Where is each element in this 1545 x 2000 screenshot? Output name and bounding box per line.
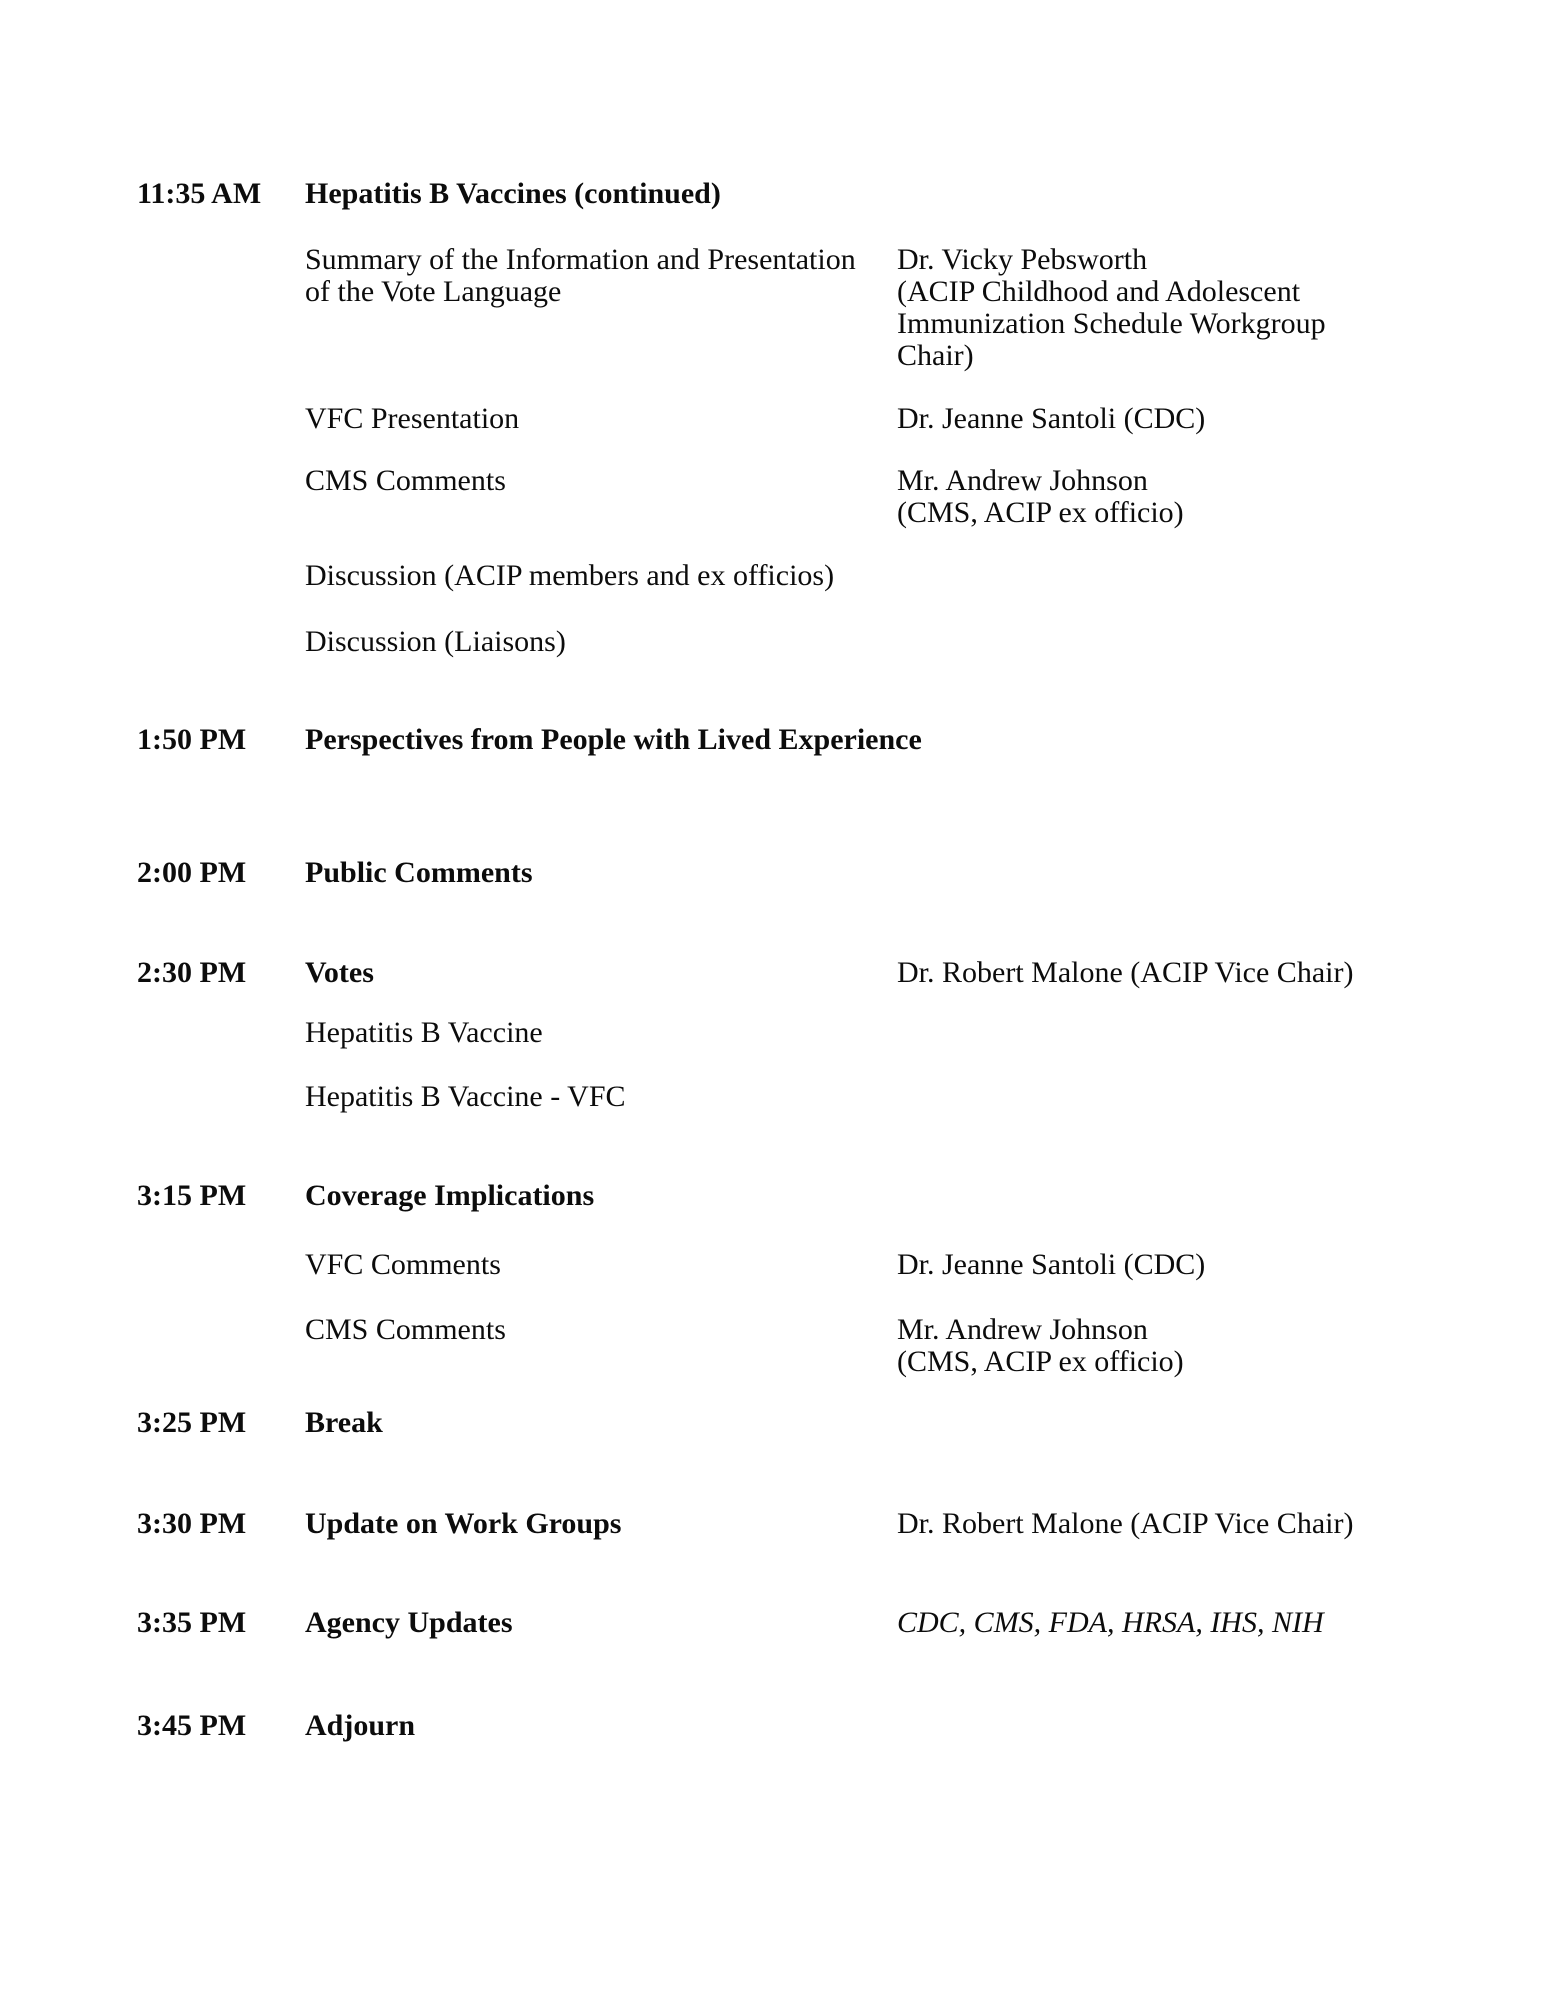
agenda-row bbox=[0, 1407, 1545, 1439]
presenter: Dr. Jeanne Santoli (CDC) bbox=[897, 1248, 1206, 1281]
presenter: Dr. Jeanne Santoli (CDC) bbox=[897, 402, 1206, 435]
session-item bbox=[305, 244, 856, 308]
agenda-row bbox=[0, 1313, 1545, 1378]
session-title: Public Comments bbox=[305, 856, 533, 889]
session-title: Votes bbox=[305, 956, 374, 989]
presenter bbox=[897, 1314, 1184, 1378]
session-title: Agency Updates bbox=[305, 1606, 513, 1639]
session-title: Break bbox=[305, 1406, 383, 1439]
agenda-row bbox=[0, 1710, 1545, 1742]
time-label: 1:50 PM bbox=[137, 723, 247, 756]
time-label: 3:25 PM bbox=[137, 1406, 247, 1439]
agenda-row bbox=[0, 857, 1545, 889]
agenda-row bbox=[0, 1180, 1545, 1212]
presenter-line: (CMS, ACIP ex officio) bbox=[897, 496, 1184, 529]
presenter bbox=[897, 244, 1326, 372]
agenda-row bbox=[0, 1017, 1545, 1049]
presenter bbox=[897, 465, 1184, 529]
session-title: Hepatitis B Vaccines (continued) bbox=[305, 177, 721, 210]
presenter-line: Chair) bbox=[897, 339, 974, 372]
presenter-line: (ACIP Childhood and Adolescent bbox=[897, 275, 1301, 308]
time-label: 3:35 PM bbox=[137, 1606, 247, 1639]
presenter: Dr. Robert Malone (ACIP Vice Chair) bbox=[897, 956, 1354, 989]
session-item: VFC Presentation bbox=[305, 402, 520, 435]
agenda-row bbox=[0, 464, 1545, 529]
session-item: Discussion (Liaisons) bbox=[305, 625, 566, 658]
time-label: 2:00 PM bbox=[137, 856, 247, 889]
agenda-row bbox=[0, 178, 1545, 210]
session-item: Hepatitis B Vaccine - VFC bbox=[305, 1080, 626, 1113]
presenter-line: Mr. Andrew Johnson bbox=[897, 464, 1148, 497]
time-label: 3:15 PM bbox=[137, 1179, 247, 1212]
presenter-line: Dr. Vicky Pebsworth bbox=[897, 243, 1148, 276]
session-item: CMS Comments bbox=[305, 1313, 506, 1346]
session-title: Update on Work Groups bbox=[305, 1507, 622, 1540]
agenda-row bbox=[0, 1607, 1545, 1639]
session-title: Coverage Implications bbox=[305, 1179, 595, 1212]
session-item: Hepatitis B Vaccine bbox=[305, 1016, 543, 1049]
agenda-row bbox=[0, 243, 1545, 372]
session-item: CMS Comments bbox=[305, 464, 506, 497]
time-label: 3:30 PM bbox=[137, 1507, 247, 1540]
agenda-row bbox=[0, 626, 1545, 658]
presenter-line: (CMS, ACIP ex officio) bbox=[897, 1345, 1184, 1378]
session-item: VFC Comments bbox=[305, 1248, 501, 1281]
session-item-line: of the Vote Language bbox=[305, 275, 562, 308]
agenda-row bbox=[0, 1249, 1545, 1281]
session-title: Adjourn bbox=[305, 1709, 416, 1742]
agenda-row bbox=[0, 957, 1545, 989]
presenter-agencies: CDC, CMS, FDA, HRSA, IHS, NIH bbox=[897, 1606, 1324, 1639]
agenda-row bbox=[0, 724, 1545, 756]
session-title: Perspectives from People with Lived Experience bbox=[305, 723, 922, 756]
agenda-row bbox=[0, 1081, 1545, 1113]
presenter-line: Mr. Andrew Johnson bbox=[897, 1313, 1148, 1346]
agenda-row bbox=[0, 1508, 1545, 1540]
time-label: 11:35 AM bbox=[137, 177, 262, 210]
agenda-row bbox=[0, 560, 1545, 592]
presenter-line: Immunization Schedule Workgroup bbox=[897, 307, 1326, 340]
agenda-row bbox=[0, 403, 1545, 435]
time-label: 3:45 PM bbox=[137, 1709, 247, 1742]
session-item: Discussion (ACIP members and ex officios) bbox=[305, 559, 835, 592]
session-item-line: Summary of the Information and Presentation bbox=[305, 243, 856, 276]
time-label: 2:30 PM bbox=[137, 956, 247, 989]
presenter: Dr. Robert Malone (ACIP Vice Chair) bbox=[897, 1507, 1354, 1540]
